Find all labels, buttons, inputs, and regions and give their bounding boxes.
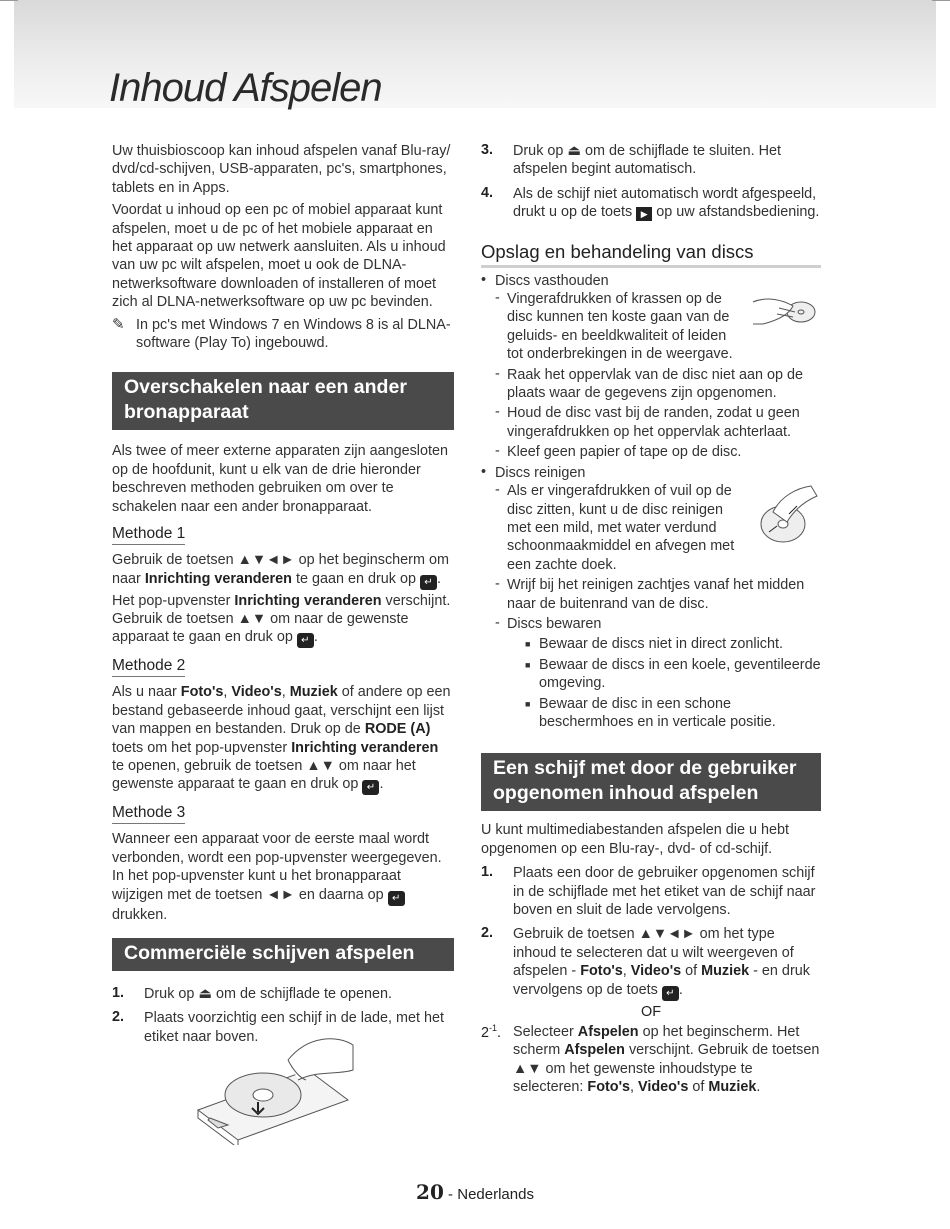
section-heading: Opslag en behandeling van discs	[481, 240, 821, 268]
enter-icon: ↵	[297, 633, 314, 648]
dash-item: - Raak het oppervlak van de disc niet aan op de plaats waar de gegevens zijn opgenomen.	[495, 365, 804, 402]
note-icon: ✎	[112, 315, 125, 333]
page-footer: 20 - Nederlands	[416, 1180, 534, 1204]
footer-language: Nederlands	[457, 1186, 534, 1203]
dash-item: - Als er vingerafdrukken of vuil op de disc zitten, kunt u de disc reinigen met een mild, met water verdund schoonmaakmiddel en afvegen met een zachte doek.	[481, 482, 821, 574]
enter-icon: ↵	[662, 986, 679, 1001]
dash-item: - Discs bewaren	[495, 614, 602, 632]
disc-cleaning-illustration	[753, 482, 821, 548]
disc-tray-illustration	[188, 1030, 358, 1145]
list-item: 2. Gebruik de toetsen ▲▼◄► om het type inhoud te selecteren dat u wilt weergeven of afspelen - Foto's, Video's of Muziek - en druk vervolgens op de toets ↵ .	[481, 925, 810, 999]
crop-mark	[0, 0, 18, 1]
section-heading: Commerciële schijven afspelen	[112, 938, 454, 971]
dash-item: - Kleef geen papier of tape op de disc.	[495, 443, 742, 461]
note-text: In pc's met Windows 7 en Windows 8 is al DLNA-software (Play To) ingebouwd.	[136, 316, 451, 352]
dash-item: - Houd de disc vast bij de randen, zodat u geen vingerafdrukken op het oppervlak achterlaat.	[495, 404, 800, 440]
note	[112, 316, 454, 353]
method-text: Gebruik de toetsen ▲▼◄► op het beginscherm om naar Inrichting veranderen te gaan en druk op ↵ .	[112, 552, 449, 588]
method-heading: Methode 2	[112, 657, 185, 677]
intro-paragraph: Uw thuisbioscoop kan inhoud afspelen vanaf Blu-ray/ dvd/cd-schijven, USB-apparaten, pc's, smartphones, tablets en in Apps.	[112, 143, 451, 196]
list-item: 1. Plaats een door de gebruiker opgenomen schijf in de schijflade met het etiket van de schijf naar boven en sluit de lade vervolgens.	[481, 864, 816, 918]
or-label: OF	[641, 1003, 661, 1020]
page-title: Inhoud Afspelen	[109, 66, 382, 110]
play-icon: ▶	[636, 207, 652, 221]
eject-icon: ⏏	[198, 985, 212, 1002]
list-item: 3. Druk op ⏏ om de schijflade te sluiten. Het afspelen begint automatisch.	[481, 142, 781, 178]
section-intro: U kunt multimediabestanden afspelen die u hebt opgenomen op een Blu-ray-, dvd- of cd-schijf.	[481, 822, 790, 857]
bullet-item: • Discs vasthouden	[481, 271, 609, 289]
section-heading: Een schijf met door de gebruiker opgenomen inhoud afspelen	[481, 753, 821, 811]
crop-mark	[932, 0, 950, 1]
right-column	[481, 142, 821, 1103]
list-item: 2. Plaats voorzichtig een schijf in de lade, met het etiket naar boven.	[112, 1009, 444, 1045]
bullet-item: • Discs reinigen	[481, 463, 586, 481]
enter-icon: ↵	[420, 575, 437, 590]
method-heading: Methode 1	[112, 525, 185, 545]
square-item: ■ Bewaar de discs in een koele, geventileerde omgeving.	[525, 656, 821, 692]
eject-icon: ⏏	[567, 143, 581, 159]
method-text: Wanneer een apparaat voor de eerste maal wordt verbonden, wordt een pop-upvenster weergegeven. In het pop-upvenster kunt u het bronapparaat wijzigen met de toetsen ◄► en daarna op ↵ drukken.	[112, 831, 442, 923]
list-item: 4. Als de schijf niet automatisch wordt afgespeeld, drukt u op de toets ▶ op uw afstandsbediening.	[481, 184, 820, 221]
square-item: ■ Bewaar de discs niet in direct zonlicht.	[525, 636, 783, 653]
square-item: ■ Bewaar de disc in een schone beschermhoes en in verticale positie.	[525, 695, 776, 730]
method-heading: Methode 3	[112, 804, 185, 824]
hand-holding-disc-illustration	[749, 290, 821, 338]
dash-item: - Wrijf bij het reinigen zachtjes vanaf het midden naar de buitenrand van de disc.	[495, 576, 805, 612]
section-heading: Overschakelen naar een ander bronapparaat	[112, 372, 454, 430]
enter-icon: ↵	[362, 780, 379, 795]
section-intro: Als twee of meer externe apparaten zijn aangesloten op de hoofdunit, kunt u elk van de drie hieronder beschreven methoden gebruiken om over te schakelen naar een ander bronapparaat.	[112, 443, 448, 515]
page-number: 20	[416, 1180, 444, 1204]
intro-paragraph: Voordat u inhoud op een pc of mobiel apparaat kunt afspelen, moet u de pc of het mobiele apparaat en het apparaat op uw netwerk aansluiten. Als u inhoud van uw pc wilt afspelen, moet u ook de DLNA-netwerksoftware downloaden of installeren of moet zich al DLNA-netwerksoftware op uw pc bevinden.	[112, 202, 446, 311]
method-text: Als u naar Foto's, Video's, Muziek of andere op een bestand gebaseerde inhoud gaat, verschijnt een lijst van mappen en bestanden. Druk op de RODE (A) toets om het pop-upvenster Inrichting veranderen te openen, gebruik de toetsen ▲▼ om naar het gewenste apparaat te gaan en druk op ↵ .	[112, 684, 451, 794]
dash-item: - Vingerafdrukken of krassen op de disc kunnen ten koste gaan van de geluids- en beeldkwaliteit of leiden tot onderbrekingen in de weergave.	[481, 290, 821, 364]
list-item: $2^{-1}$. Selecteer Afspelen op het beginscherm. Het scherm Afspelen verschijnt. Gebruik de toetsen ▲▼ om het gewenste inhoudstype te selecteren: Foto's, Video's of Muziek.	[481, 1023, 820, 1096]
method-text: Het pop-upvenster Inrichting veranderen verschijnt. Gebruik de toetsen ▲▼ om naar de gewenste apparaat te gaan en druk op ↵ .	[112, 592, 451, 647]
enter-icon: ↵	[388, 891, 405, 906]
left-column	[112, 142, 454, 1052]
list-item: 1. Druk op ⏏ om de schijflade te openen.	[112, 984, 393, 1002]
